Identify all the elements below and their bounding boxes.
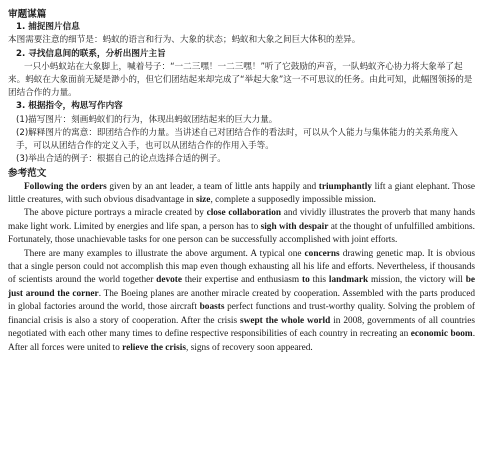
text-run: given by an ant leader, a team of little ants happily and — [106, 181, 319, 192]
essay-paragraph-2 — [8, 207, 475, 247]
bold-phrase: Following the orders — [24, 181, 107, 192]
step-1-heading: 1. 捕捉图片信息 — [16, 22, 80, 33]
essay-paragraph-3 — [8, 248, 475, 355]
text-run: There are many examples to illustrate the above argument. A typical one — [24, 248, 305, 259]
text-run: The above picture portrays a miracle created by — [24, 208, 207, 219]
text-run: their expertise and enthusiasm — [181, 275, 302, 286]
bold-phrase: relieve the crisis — [122, 342, 186, 353]
text-run: . After all forces were united to — [8, 329, 476, 353]
text-run: in 2008, governments of all countries negotiated with each other many times to define respective responsibilities of each country in recreating an — [8, 315, 476, 340]
text-run: and vividly illustrates the proverb that many hands make light work. Limited by energies and life span, a person has to — [8, 208, 476, 232]
bold-phrase: boasts — [199, 302, 225, 313]
text-run: this — [309, 275, 329, 286]
step-3-item-3: (3)举出合适的例子：根据自己的论点选择合适的例子。 — [16, 154, 226, 165]
step-3-item-1: (1)描写图片：刻画蚂蚁们的行为，体现出蚂蚁团结起来的巨大力量。 — [16, 114, 278, 125]
bold-phrase: close collaboration — [206, 208, 282, 219]
bold-phrase: devote — [156, 275, 182, 286]
bold-phrase: swept the whole world — [240, 315, 331, 326]
text-run: at the thought of unfulfilled ambitions. Fortunately, those unachievable tasks for one person can be successfully accomplished with joint efforts. — [8, 221, 475, 246]
text-run: drawing genetic map. It is obvious that a single person could not accomplish this map even though exhausting all his life and efforts. Nevertheless, if thousands of scientists around the world together — [8, 248, 476, 286]
essay-paragraph-1 — [8, 181, 475, 208]
section-title: 审题谋篇 — [8, 9, 47, 20]
step-3-heading: 3. 根据指令，构思写作内容 — [16, 101, 123, 112]
bold-phrase: to — [302, 275, 310, 286]
step-2-body: 一只小蚂蚁站在大象脚上，喊着号子：“一二三嘿！一二三嘿！”听了它鼓励的声音，一队蚂蚁齐心协力将大象举了起来。蚂蚁在大象面前无疑是渺小的，但它们团结起来却完成了“举起大象”这一不可思议的任务。由此可知，此幅图领扬的是团结合作的力量。 — [8, 61, 473, 99]
bold-phrase: landmark — [328, 275, 369, 286]
bold-phrase: sigh with despair — [260, 221, 329, 232]
bold-phrase: economic boom — [410, 329, 473, 340]
step-3-item-2: (2)解释图片的寓意：即团结合作的力量。当讲述自己对团结合作的看法时，可以从个人能力与集体能力的关系角度入手，可以从团结合作的定义入手，也可以从团结合作的作用入手等。 — [16, 127, 458, 152]
text-run: mission, the victory will — [368, 275, 466, 286]
text-run: perfect functions and trust-worthy quality. Solving the problem of financial crisis is also a story of cooperation. After the crisis — [8, 302, 475, 326]
step-2-heading: 2. 寻找信息间的联系，分析出图片主旨 — [16, 48, 166, 59]
text-run: , signs of recovery soon appeared. — [185, 342, 313, 353]
text-run: , complete a supposedly impossible mission. — [210, 195, 376, 206]
text-run: lift a giant elephant. Those little creatures, with such obvious disadvantage in — [8, 181, 475, 206]
bold-phrase: size — [195, 195, 211, 206]
sample-essay-title: 参考范文 — [8, 168, 47, 180]
bold-phrase: concerns — [304, 248, 340, 259]
bold-phrase: be just around the corner — [8, 275, 476, 299]
step-1-body: 本图需要注意的细节是：蚂蚁的语言和行为、大象的状态；蚂蚁和大象之间巨大体积的差异。 — [8, 35, 361, 46]
text-run: . The Boeing planes are another miracle created by cooperation. Assembled with the parts produced in global factories around the world, those aircraft — [8, 288, 476, 313]
bold-phrase: triumphantly — [318, 181, 372, 192]
